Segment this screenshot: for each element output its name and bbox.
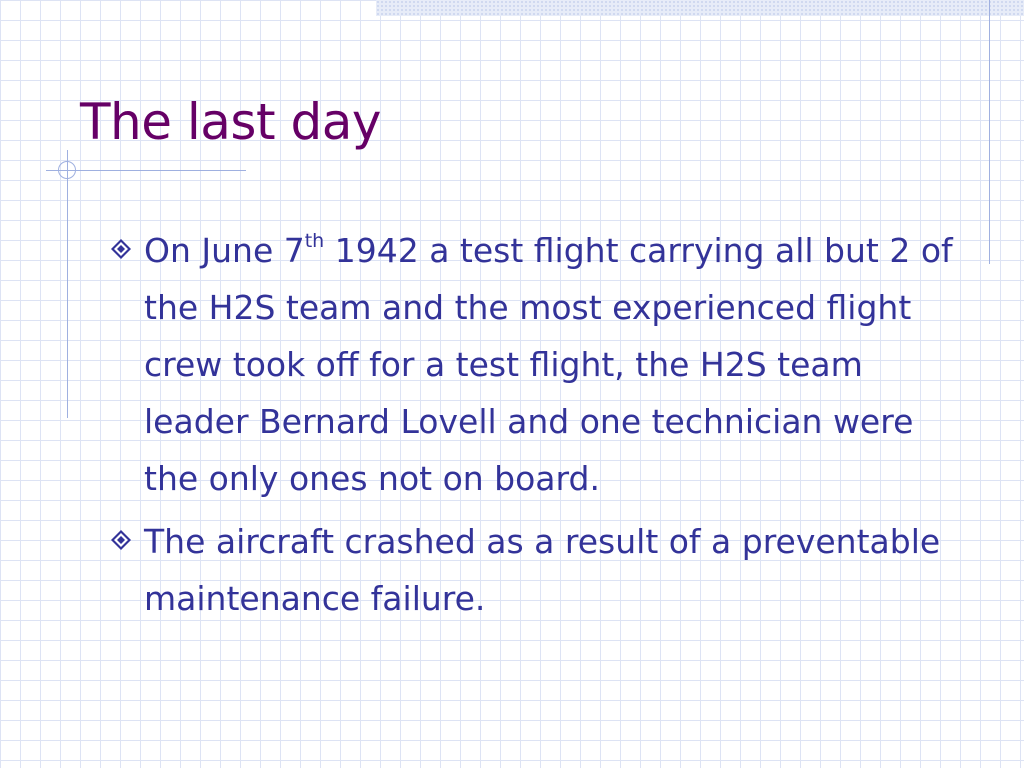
bullet-item-1 <box>108 222 968 507</box>
bullet-1-text-start: On June 7 <box>144 231 305 270</box>
corner-circle-ornament <box>58 161 76 179</box>
bullet-2-text: The aircraft crashed as a result of a preventable maintenance failure. <box>144 522 941 618</box>
diamond-bullet-icon <box>110 529 132 551</box>
bullet-item-2 <box>108 513 968 627</box>
slide-title: The last day <box>80 93 381 151</box>
left-vertical-rule <box>67 150 68 418</box>
ordinal-suffix: th <box>304 230 325 252</box>
top-decorative-stripe <box>376 0 1024 16</box>
bullet-list <box>108 222 968 633</box>
title-underline-rule <box>46 170 246 171</box>
bullet-1-text-end: 1942 a test flight carrying all but 2 of the H2S team and the most experienced flight crew took off for a test flight, the H2S team leader Bernard Lovell and one technician were the only ones not on board. <box>144 231 953 498</box>
diamond-bullet-icon <box>110 238 132 260</box>
right-vertical-rule <box>989 0 990 264</box>
